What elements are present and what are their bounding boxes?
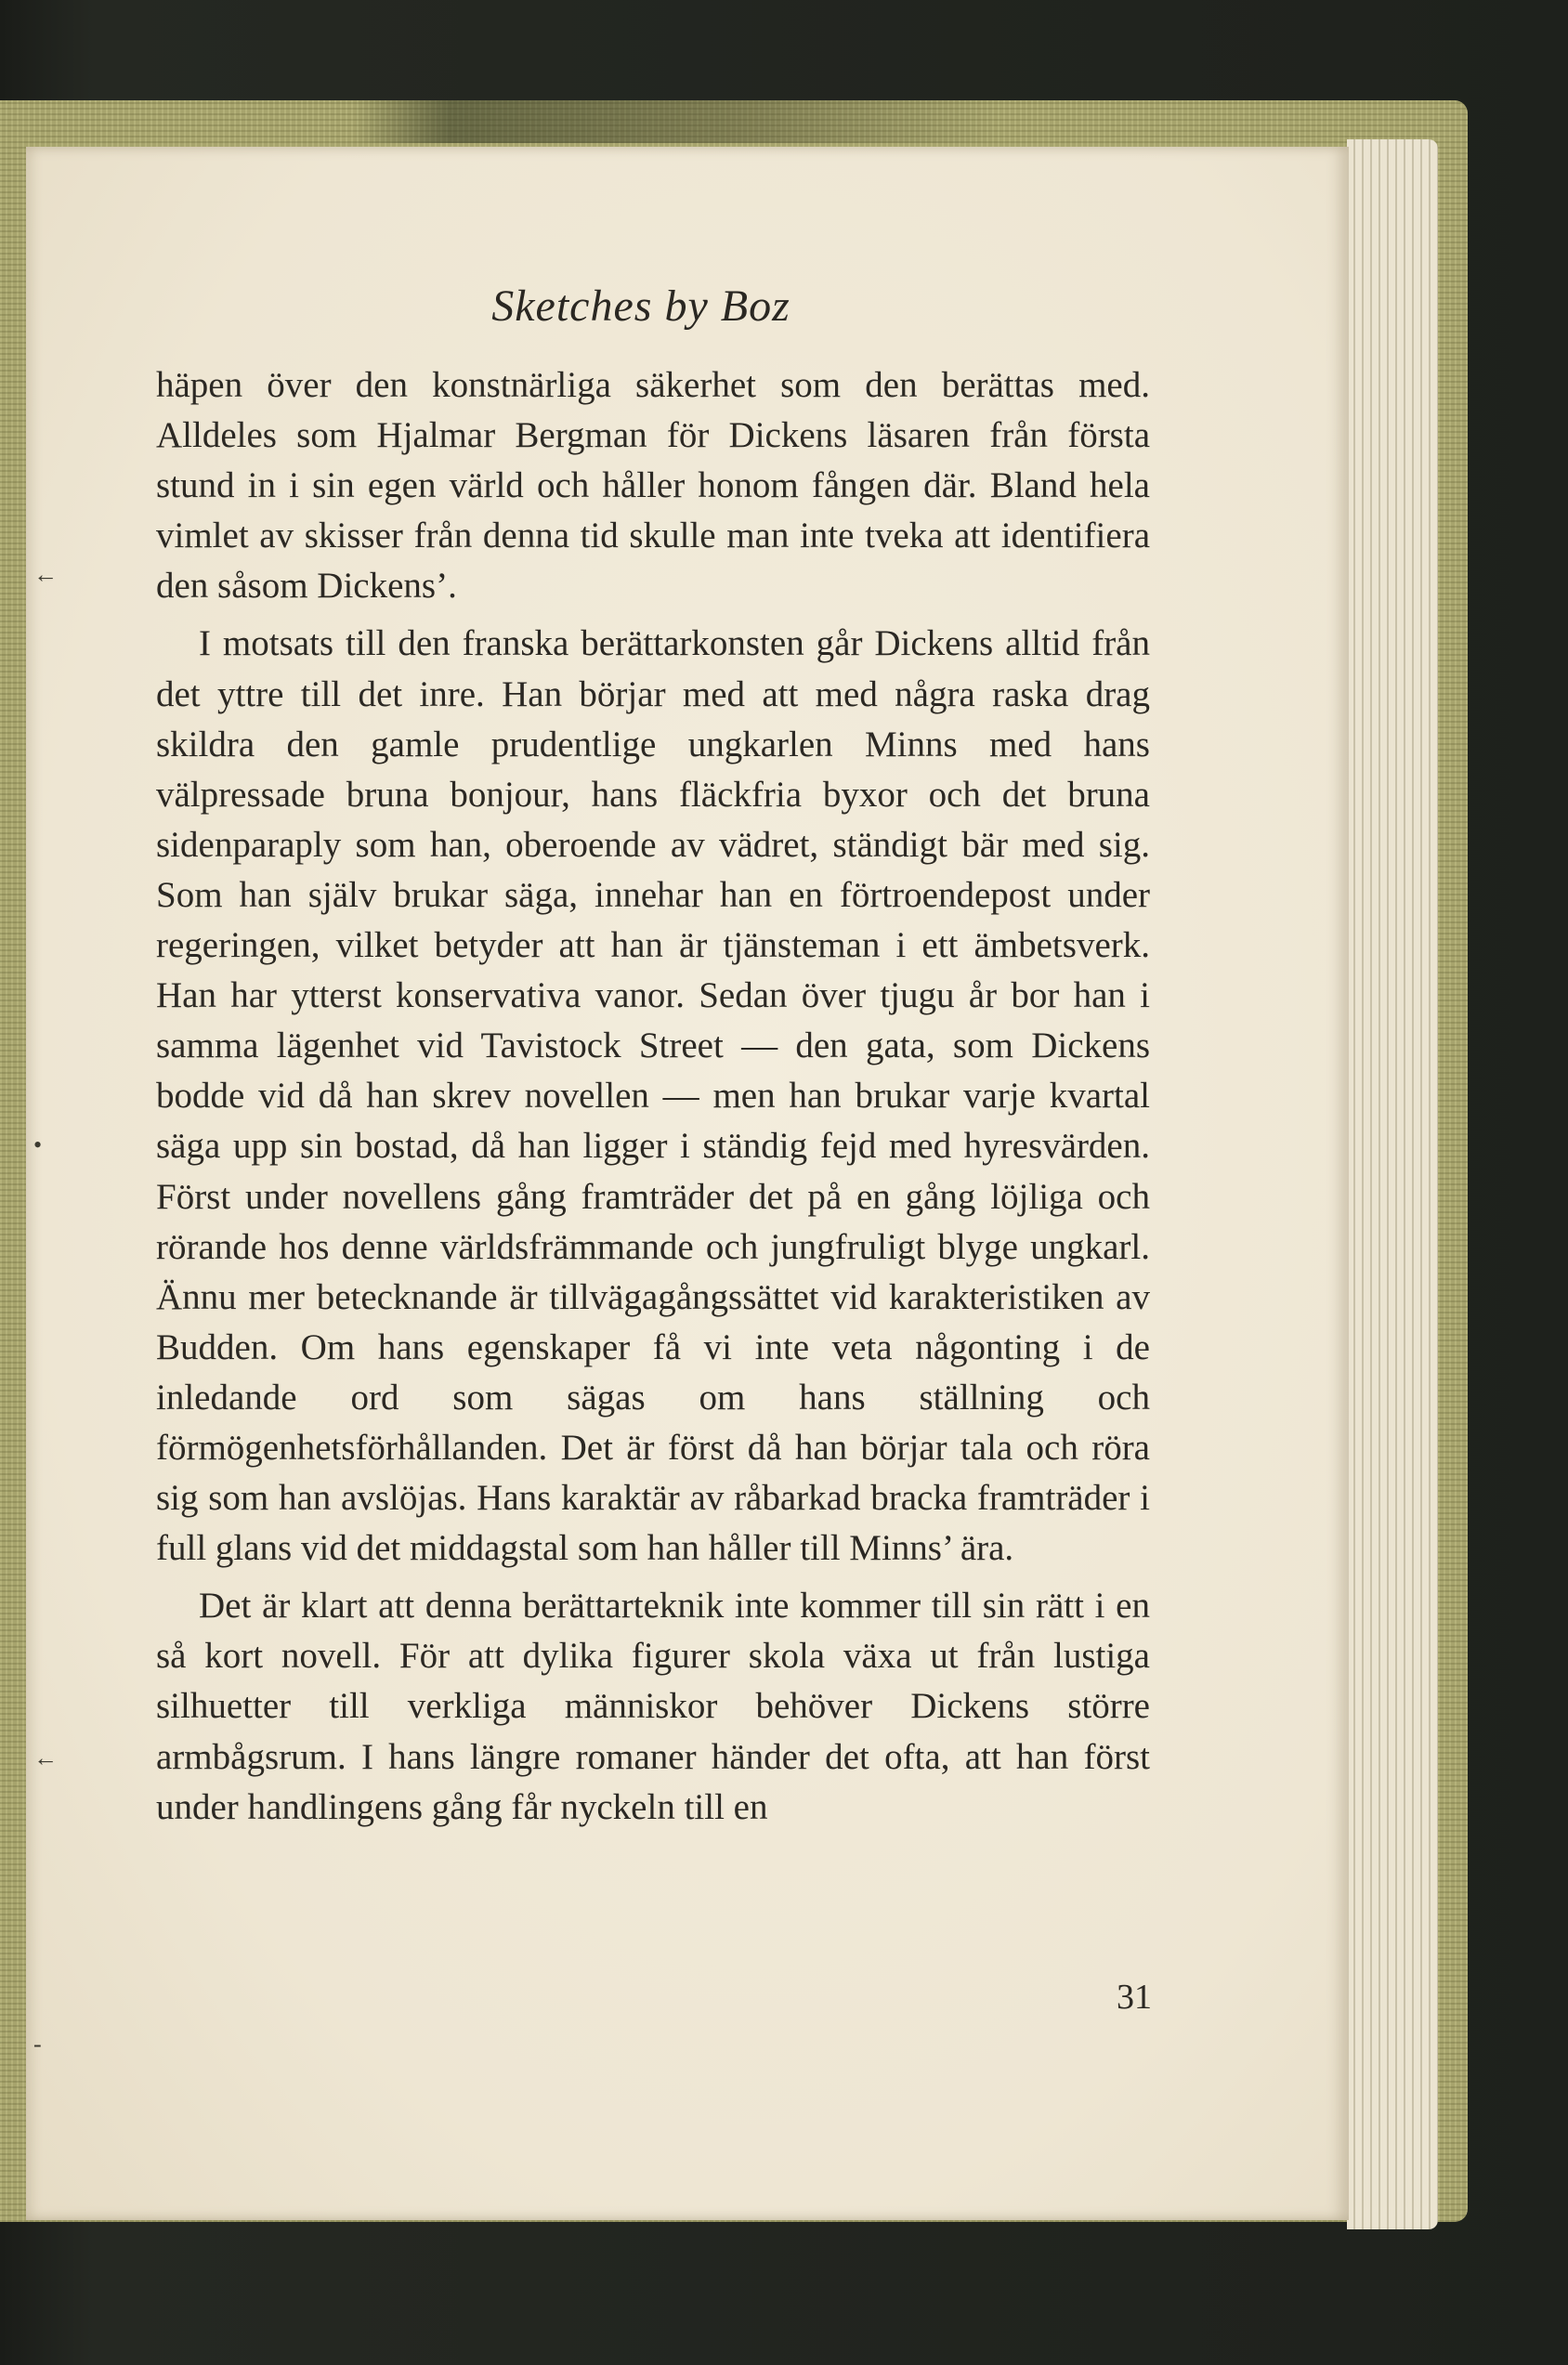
body-text <box>156 360 1150 1833</box>
margin-mark-icon: - <box>33 2031 42 2058</box>
running-head: Sketches by Boz <box>491 281 791 331</box>
cover-wear <box>353 100 1003 143</box>
margin-mark-icon: ← <box>33 1744 58 1771</box>
page-number: 31 <box>1117 1978 1152 2017</box>
margin-mark-icon: ← <box>33 561 58 588</box>
paragraph: Det är klart att denna berättarteknik inte kommer till sin rätt i en så kort novell. För att dylika figurer skola växa ut från lustiga silhuetter till verkliga människor behöver Dickens större armbågsrum. I hans längre romaner händer det ofta, att han först under handlingens gång får nyckeln till en <box>156 1586 1150 1827</box>
page-edges <box>1347 139 1438 2229</box>
margin-mark-icon: • <box>33 1131 43 1158</box>
paragraph: I motsats till den franska berättarkonsten går Dickens alltid från det yttre till det inre. Han börjar med att med några raska drag skildra den gamle prudentlige ungkarlen Minns med hans välpressade bruna bonjour, hans fläckfria byxor och det bruna sidenparaply som han, oberoende av vädret, ständigt bär med sig. Som han själv brukar säga, innehar han en förtroendepost under regeringen, vilket betyder att han är tjänsteman i ett ämbetsverk. Han har ytterst konservativa vanor. Sedan över tjugu år bor han i samma lägenhet vid Tavistock Street — den gata, som Dickens bodde vid då han skrev novellen — men han brukar varje kvartal säga upp sin bostad, då han ligger i ständig fejd med hyresvärden. Först under novellens gång framträder det på en gång löjliga och rörande hos denne världsfrämmande och jungfruligt blyge ungkarl. Ännu mer betecknande är tillvägagångssättet vid karakteristiken av Budden. Om hans egenskaper få vi inte veta någonting i de inledande ord som sägas om hans ställning och förmögenhetsförhållanden. Det är först då han börjar tala och röra sig som han avslöjas. Hans karaktär av råbarkad bracka framträder i full glans vid det middagstal som han håller till Minns’ ära. <box>156 623 1150 1569</box>
paragraph: häpen över den konstnärliga säkerhet som den berättas med. Alldeles som Hjalmar Bergman för Dickens läsaren från första stund in i sin egen värld och håller honom fången där. Bland hela vimlet av skisser från denna tid skulle man inte tveka att identifiera den såsom Dickens’. <box>156 365 1150 607</box>
